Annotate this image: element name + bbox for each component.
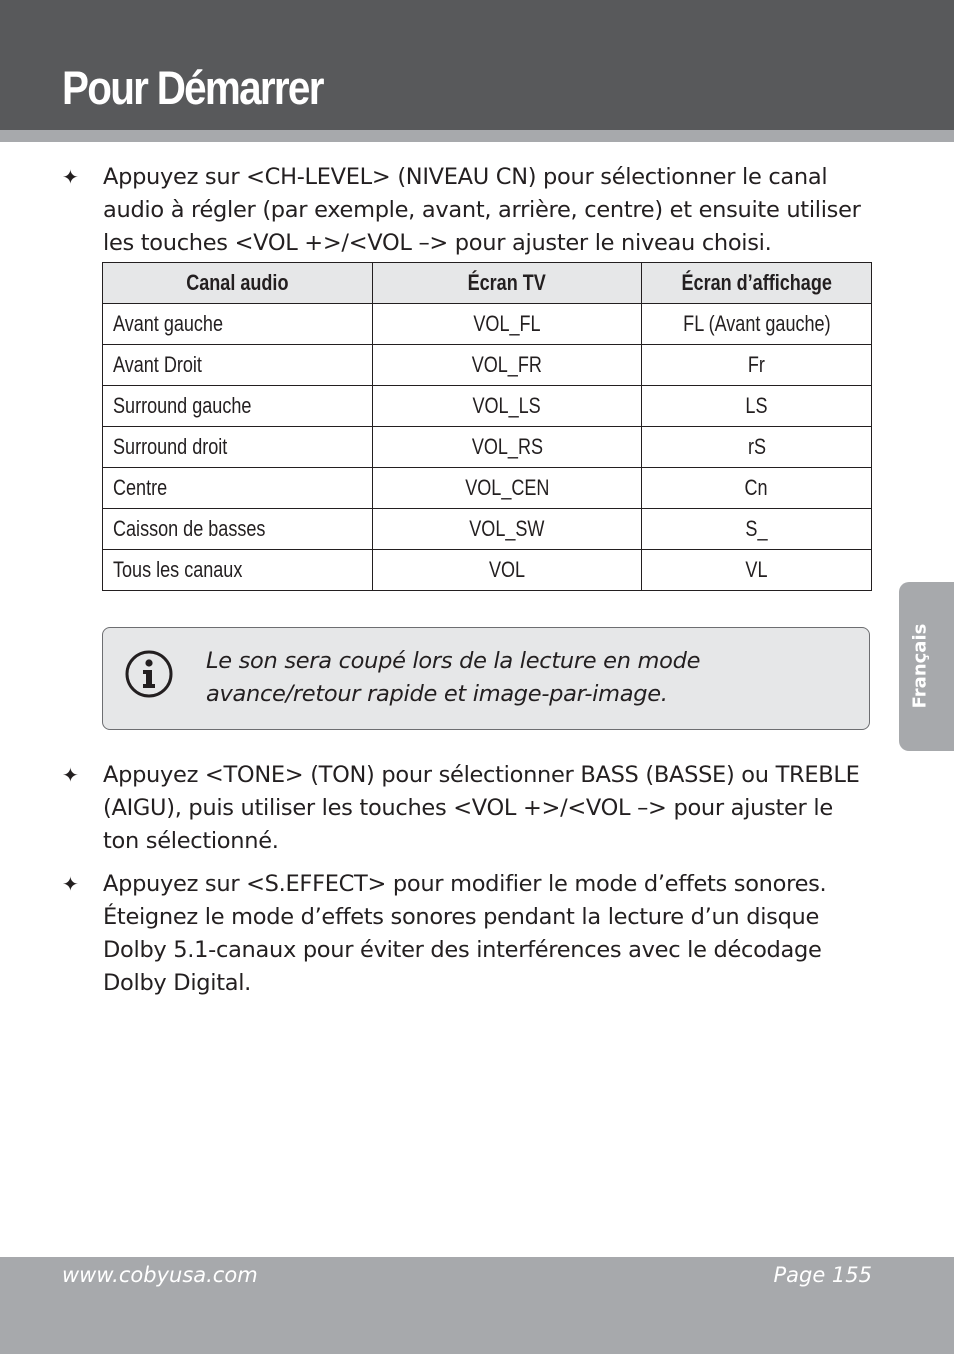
audio-channel-table <box>102 262 872 591</box>
footer-url: www.cobyusa.com <box>62 1263 258 1287</box>
table-row <box>103 345 872 386</box>
bullet-text: Appuyez sur <CH-LEVEL> (NIVEAU CN) pour sélectionner le canal audio à régler (par exemple, avant, arrière, centre) et ensuite utiliser les touches <VOL +>/<VOL –> pour ajuster le niveau choisi. <box>103 164 861 256</box>
table-row <box>103 550 872 591</box>
table-row <box>103 468 872 509</box>
bullet-star-icon: ✦ <box>62 165 79 189</box>
table-cell: S_ <box>642 509 872 550</box>
table-cell: VL <box>642 550 872 591</box>
table-cell: rS <box>642 427 872 468</box>
bullet-star-icon: ✦ <box>62 872 79 896</box>
column-header-canal-audio: Canal audio <box>103 263 373 304</box>
table-cell: Tous les canaux <box>103 550 373 591</box>
table-row <box>103 386 872 427</box>
table-cell: Surround droit <box>103 427 373 468</box>
column-header-ecran-tv: Écran TV <box>373 263 642 304</box>
bullet-text: Appuyez sur <S.EFFECT> pour modifier le mode d’effets sonores. Éteignez le mode d’effets sonores pendant la lecture d’un disque Dolby 5.1-canaux pour éviter des interférences avec le décodage Dolby Digital. <box>103 871 827 996</box>
bullet-text: Appuyez <TONE> (TON) pour sélectionner BASS (BASSE) ou TREBLE (AIGU), puis utiliser les touches <VOL +>/<VOL –> pour ajuster le ton sélectionné. <box>103 762 860 854</box>
table-cell: Fr <box>642 345 872 386</box>
bullet-star-icon: ✦ <box>62 763 79 787</box>
info-icon <box>125 650 173 698</box>
page-title: Pour Démarrer <box>62 61 323 114</box>
table-cell: VOL_LS <box>373 386 642 427</box>
note-text: Le son sera coupé lors de la lecture en mode avance/retour rapide et image-par-image. <box>206 648 701 707</box>
table-cell: Caisson de basses <box>103 509 373 550</box>
header-stripe <box>0 130 954 142</box>
table-row <box>103 427 872 468</box>
table-cell: Surround gauche <box>103 386 373 427</box>
table-cell: VOL_SW <box>373 509 642 550</box>
table-cell: VOL_CEN <box>373 468 642 509</box>
bullet-s-effect <box>62 868 862 1000</box>
note-box <box>102 627 870 730</box>
bullet-tone <box>62 759 862 858</box>
table-cell: VOL_FR <box>373 345 642 386</box>
table-cell: VOL_RS <box>373 427 642 468</box>
table-cell: Cn <box>642 468 872 509</box>
table-cell: VOL_FL <box>373 304 642 345</box>
table-cell: Avant Droit <box>103 345 373 386</box>
table-row <box>103 304 872 345</box>
table-cell: Avant gauche <box>103 304 373 345</box>
table-header-row <box>103 263 872 304</box>
table-cell: VOL <box>373 550 642 591</box>
language-tab-label: Français <box>909 623 931 709</box>
column-header-ecran-affichage: Écran d’affichage <box>642 263 872 304</box>
table-cell: Centre <box>103 468 373 509</box>
table-cell: LS <box>642 386 872 427</box>
bullet-ch-level <box>62 161 862 260</box>
page-number: Page 155 <box>773 1263 872 1287</box>
table-cell: FL (Avant gauche) <box>642 304 872 345</box>
table-row <box>103 509 872 550</box>
